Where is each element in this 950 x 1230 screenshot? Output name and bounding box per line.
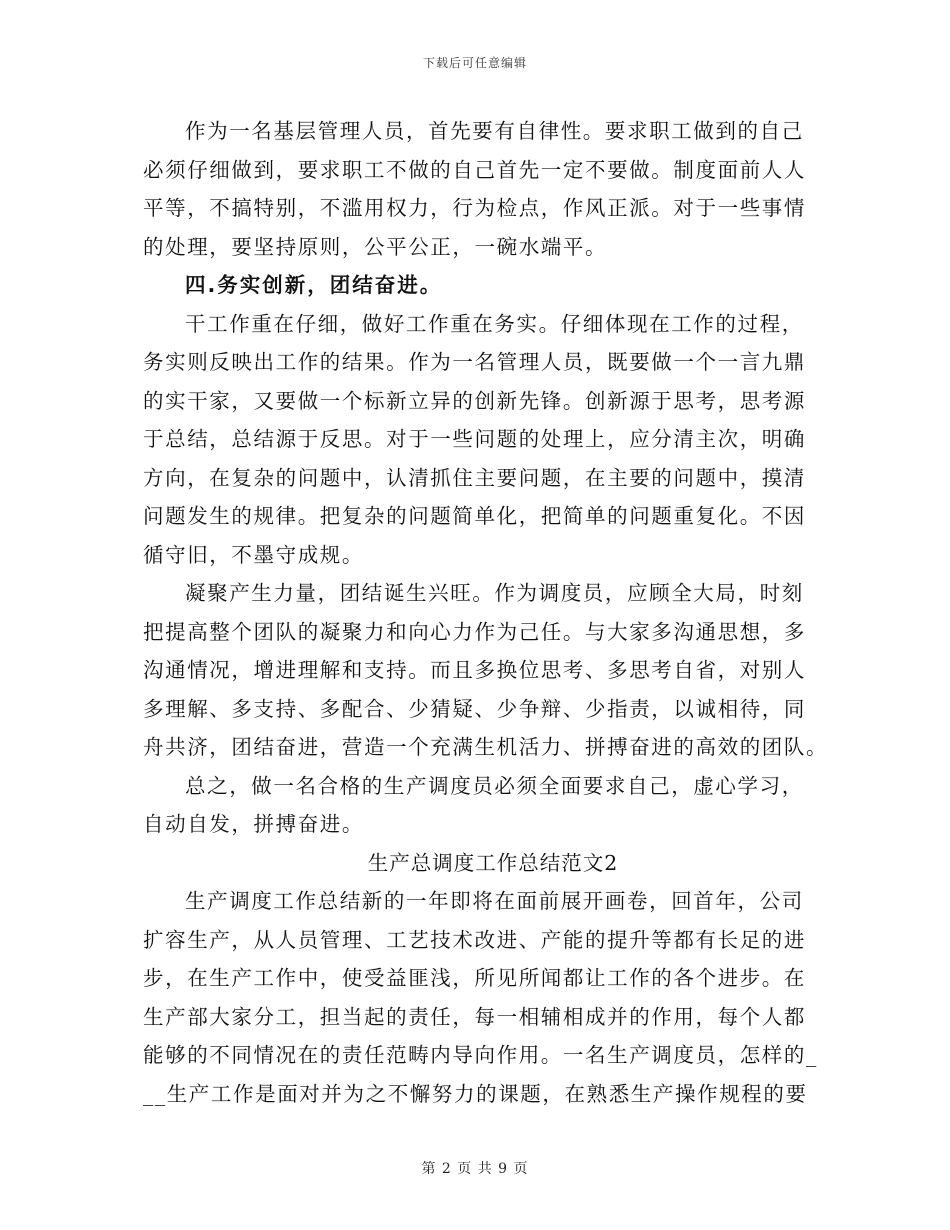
paragraph-line: 于总结，总结源于反思。对于一些问题的处理上，应分清主次，明确 [143,427,806,451]
paragraph-line: 扩容生产，从人员管理、工艺技术改进、产能的提升等都有长足的进 [143,927,806,952]
paragraph-line: 生产部大家分工，担当起的责任，每一相辅相成并的作用，每个人都 [143,1004,806,1029]
paragraph-line: 循守旧，不墨守成规。 [143,542,364,567]
paragraph-line: 平等，不搞特别，不滥用权力，行为检点，作风正派。对于一些事情 [143,196,806,220]
paragraph-line: 把提高整个团队的凝聚力和向心力作为己任。与大家多沟通思想，多 [143,619,806,644]
paragraph-line: 能够的不同情况在的责任范畴内导向作用。一名生产调度员，怎样的_ [143,1043,818,1067]
paragraph-line: 步，在生产工作中，使受益匪浅，所见所闻都让工作的各个进步。在 [143,966,806,990]
paragraph-line: __生产工作是面对并为之不懈努力的课题，在熟悉生产操作规程的要 [143,1081,808,1106]
document-body [143,112,829,1113]
paragraph-line: 的处理，要坚持原则，公平公正，一碗水端平。 [143,234,608,259]
paragraph-line: 多理解、多支持、多配合、少猜疑、少争辩、少指责，以诚相待，同 [143,696,806,721]
paragraph-line: 生产调度工作总结新的一年即将在面前展开画卷，回首年，公司 [185,889,804,913]
paragraph-line: 必须仔细做到，要求职工不做的自己首先一定不要做。制度面前人人 [143,157,806,182]
document-subtitle: 生产总调度工作总结范文2 [367,850,619,875]
paragraph-line: 干工作重在仔细，做好工作重在务实。仔细体现在工作的过程， [185,311,804,336]
page-number: 第 2 页 共 9 页 [421,1161,529,1177]
paragraph-line: 舟共济，团结奋进，营造一个充满生机活力、拼搏奋进的高效的团队。 [143,735,829,759]
paragraph-line: 问题发生的规律。把复杂的问题简单化，把简单的问题重复化。不因 [143,504,806,528]
section-heading: 四.务实创新，团结奋进。 [185,273,443,297]
paragraph-line: 自动自发，拼搏奋进。 [143,812,364,836]
paragraph-line: 作为一名基层管理人员，首先要有自律性。要求职工做到的自己 [185,119,804,143]
paragraph-line: 方向，在复杂的问题中，认清抓住主要问题，在主要的问题中，摸清 [143,465,806,490]
paragraph-line: 沟通情况，增进理解和支持。而且多换位思考、多思考自省，对别人 [143,658,806,682]
paragraph-line: 的实干家，又要做一个标新立异的创新先锋。创新源于思考，思考源 [143,388,806,413]
paragraph-line: 务实则反映出工作的结果。作为一名管理人员，既要做一个一言九鼎 [143,350,806,374]
paragraph-line: 总之，做一名合格的生产调度员必须全面要求自己，虚心学习， [185,773,804,798]
paragraph-line: 凝聚产生力量，团结诞生兴旺。作为调度员，应顾全大局，时刻 [185,581,804,605]
page-header-note: 下载后可任意编辑 [422,56,527,70]
